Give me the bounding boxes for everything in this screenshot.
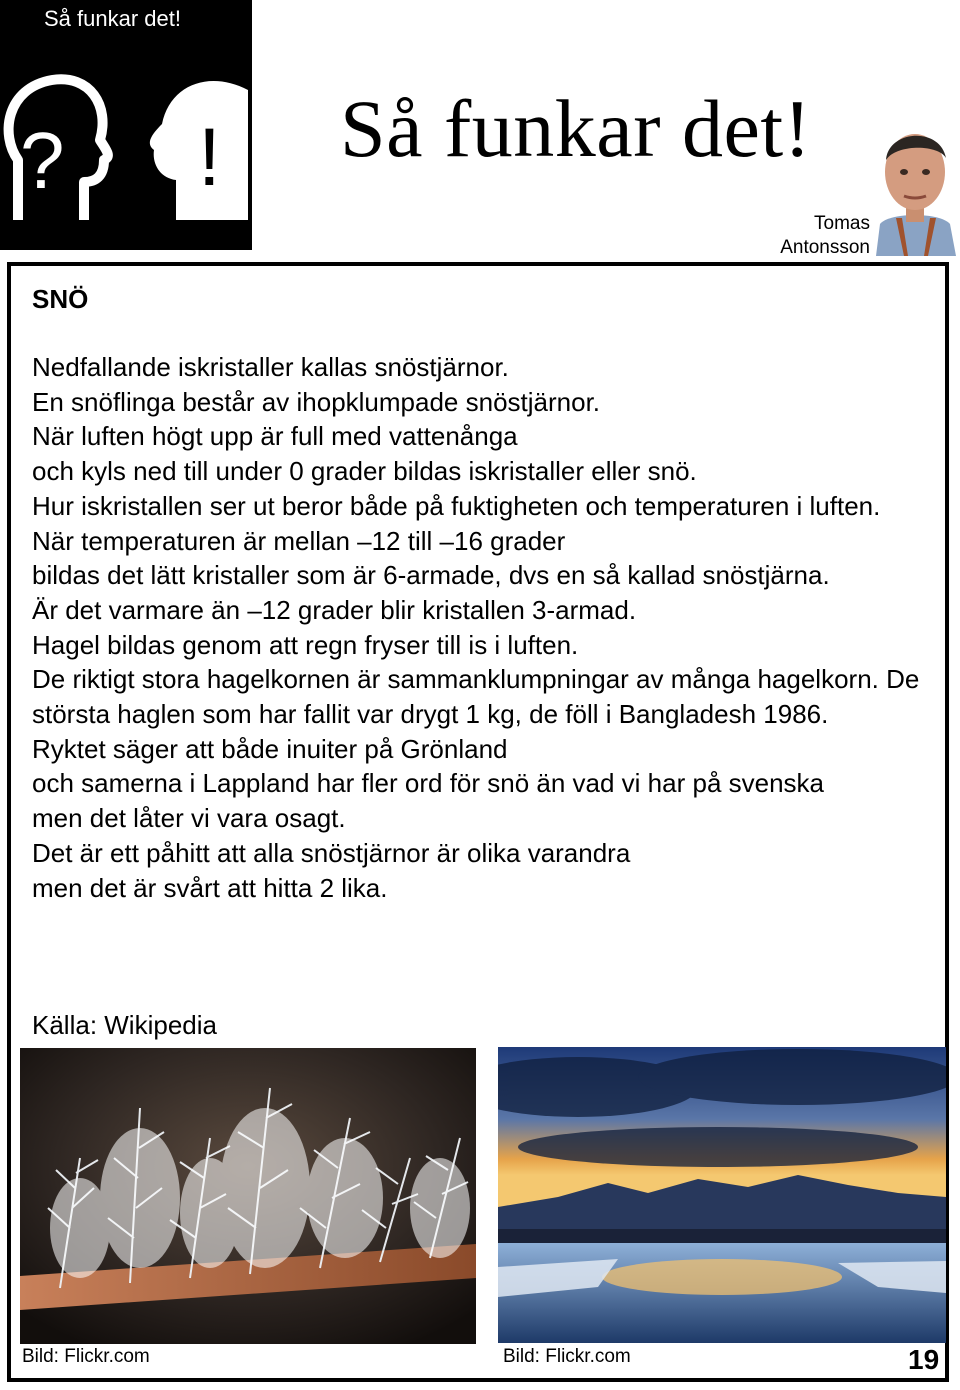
article-line: och samerna i Lappland har fler ord för snö än vad vi har på svenska	[32, 768, 825, 799]
article-line: När luften högt upp är full med vattenånga	[32, 421, 518, 452]
article-line: De riktigt stora hagelkornen är sammanklumpningar av många hagelkorn. De största haglen som har fallit var drygt 1 kg, de föll i Bangladesh 1986.	[32, 664, 920, 730]
article-line: Är det varmare än –12 grader blir kristallen 3-armad.	[32, 594, 637, 625]
article-line: En snöflinga består av ihopklumpade snöstjärnor.	[32, 386, 601, 417]
author-first-name: Tomas	[814, 213, 870, 234]
article-line: Hagel bildas genom att regn fryser till is i luften.	[32, 629, 579, 660]
article-line: Det är ett påhitt att alla snöstjärnor är olika varandra	[32, 837, 631, 868]
logo-label: Så funkar det!	[44, 6, 181, 31]
image-caption-left: Bild: Flickr.com	[22, 1346, 150, 1367]
article-body	[32, 350, 932, 905]
article-line: och kyls ned till under 0 grader bildas iskristaller eller snö.	[32, 456, 697, 487]
page-number: 19	[908, 1344, 940, 1375]
article-line: När temperaturen är mellan –12 till –16 grader	[32, 525, 566, 556]
article-line: Hur iskristallen ser ut beror både på fuktigheten och temperaturen i luften.	[32, 490, 881, 521]
author-photo	[874, 120, 956, 256]
logo-exclamation-mark: !	[198, 112, 221, 203]
author-name	[780, 212, 870, 260]
logo-block	[0, 0, 252, 250]
article-line: men det låter vi vara osagt.	[32, 803, 346, 834]
article-line: Nedfallande iskristaller kallas snöstjärnor.	[32, 352, 509, 382]
sunset-lake-image	[498, 1047, 946, 1343]
article-line: Ryktet säger att både inuiter på Grönland	[32, 733, 508, 764]
frost-crystals-image	[20, 1048, 476, 1344]
article-heading: SNÖ	[32, 284, 89, 314]
heads-logo-icon	[0, 40, 252, 250]
article-line: men det är svårt att hitta 2 lika.	[32, 872, 388, 903]
image-caption-right: Bild: Flickr.com	[503, 1346, 631, 1367]
article-line: bildas det lätt kristaller som är 6-armade, dvs en så kallad snöstjärna.	[32, 560, 830, 591]
logo-question-mark: ?	[20, 116, 65, 205]
author-last-name: Antonsson	[780, 237, 870, 258]
page-title: Så funkar det!	[340, 83, 812, 174]
source-citation: Källa: Wikipedia	[32, 1010, 217, 1040]
